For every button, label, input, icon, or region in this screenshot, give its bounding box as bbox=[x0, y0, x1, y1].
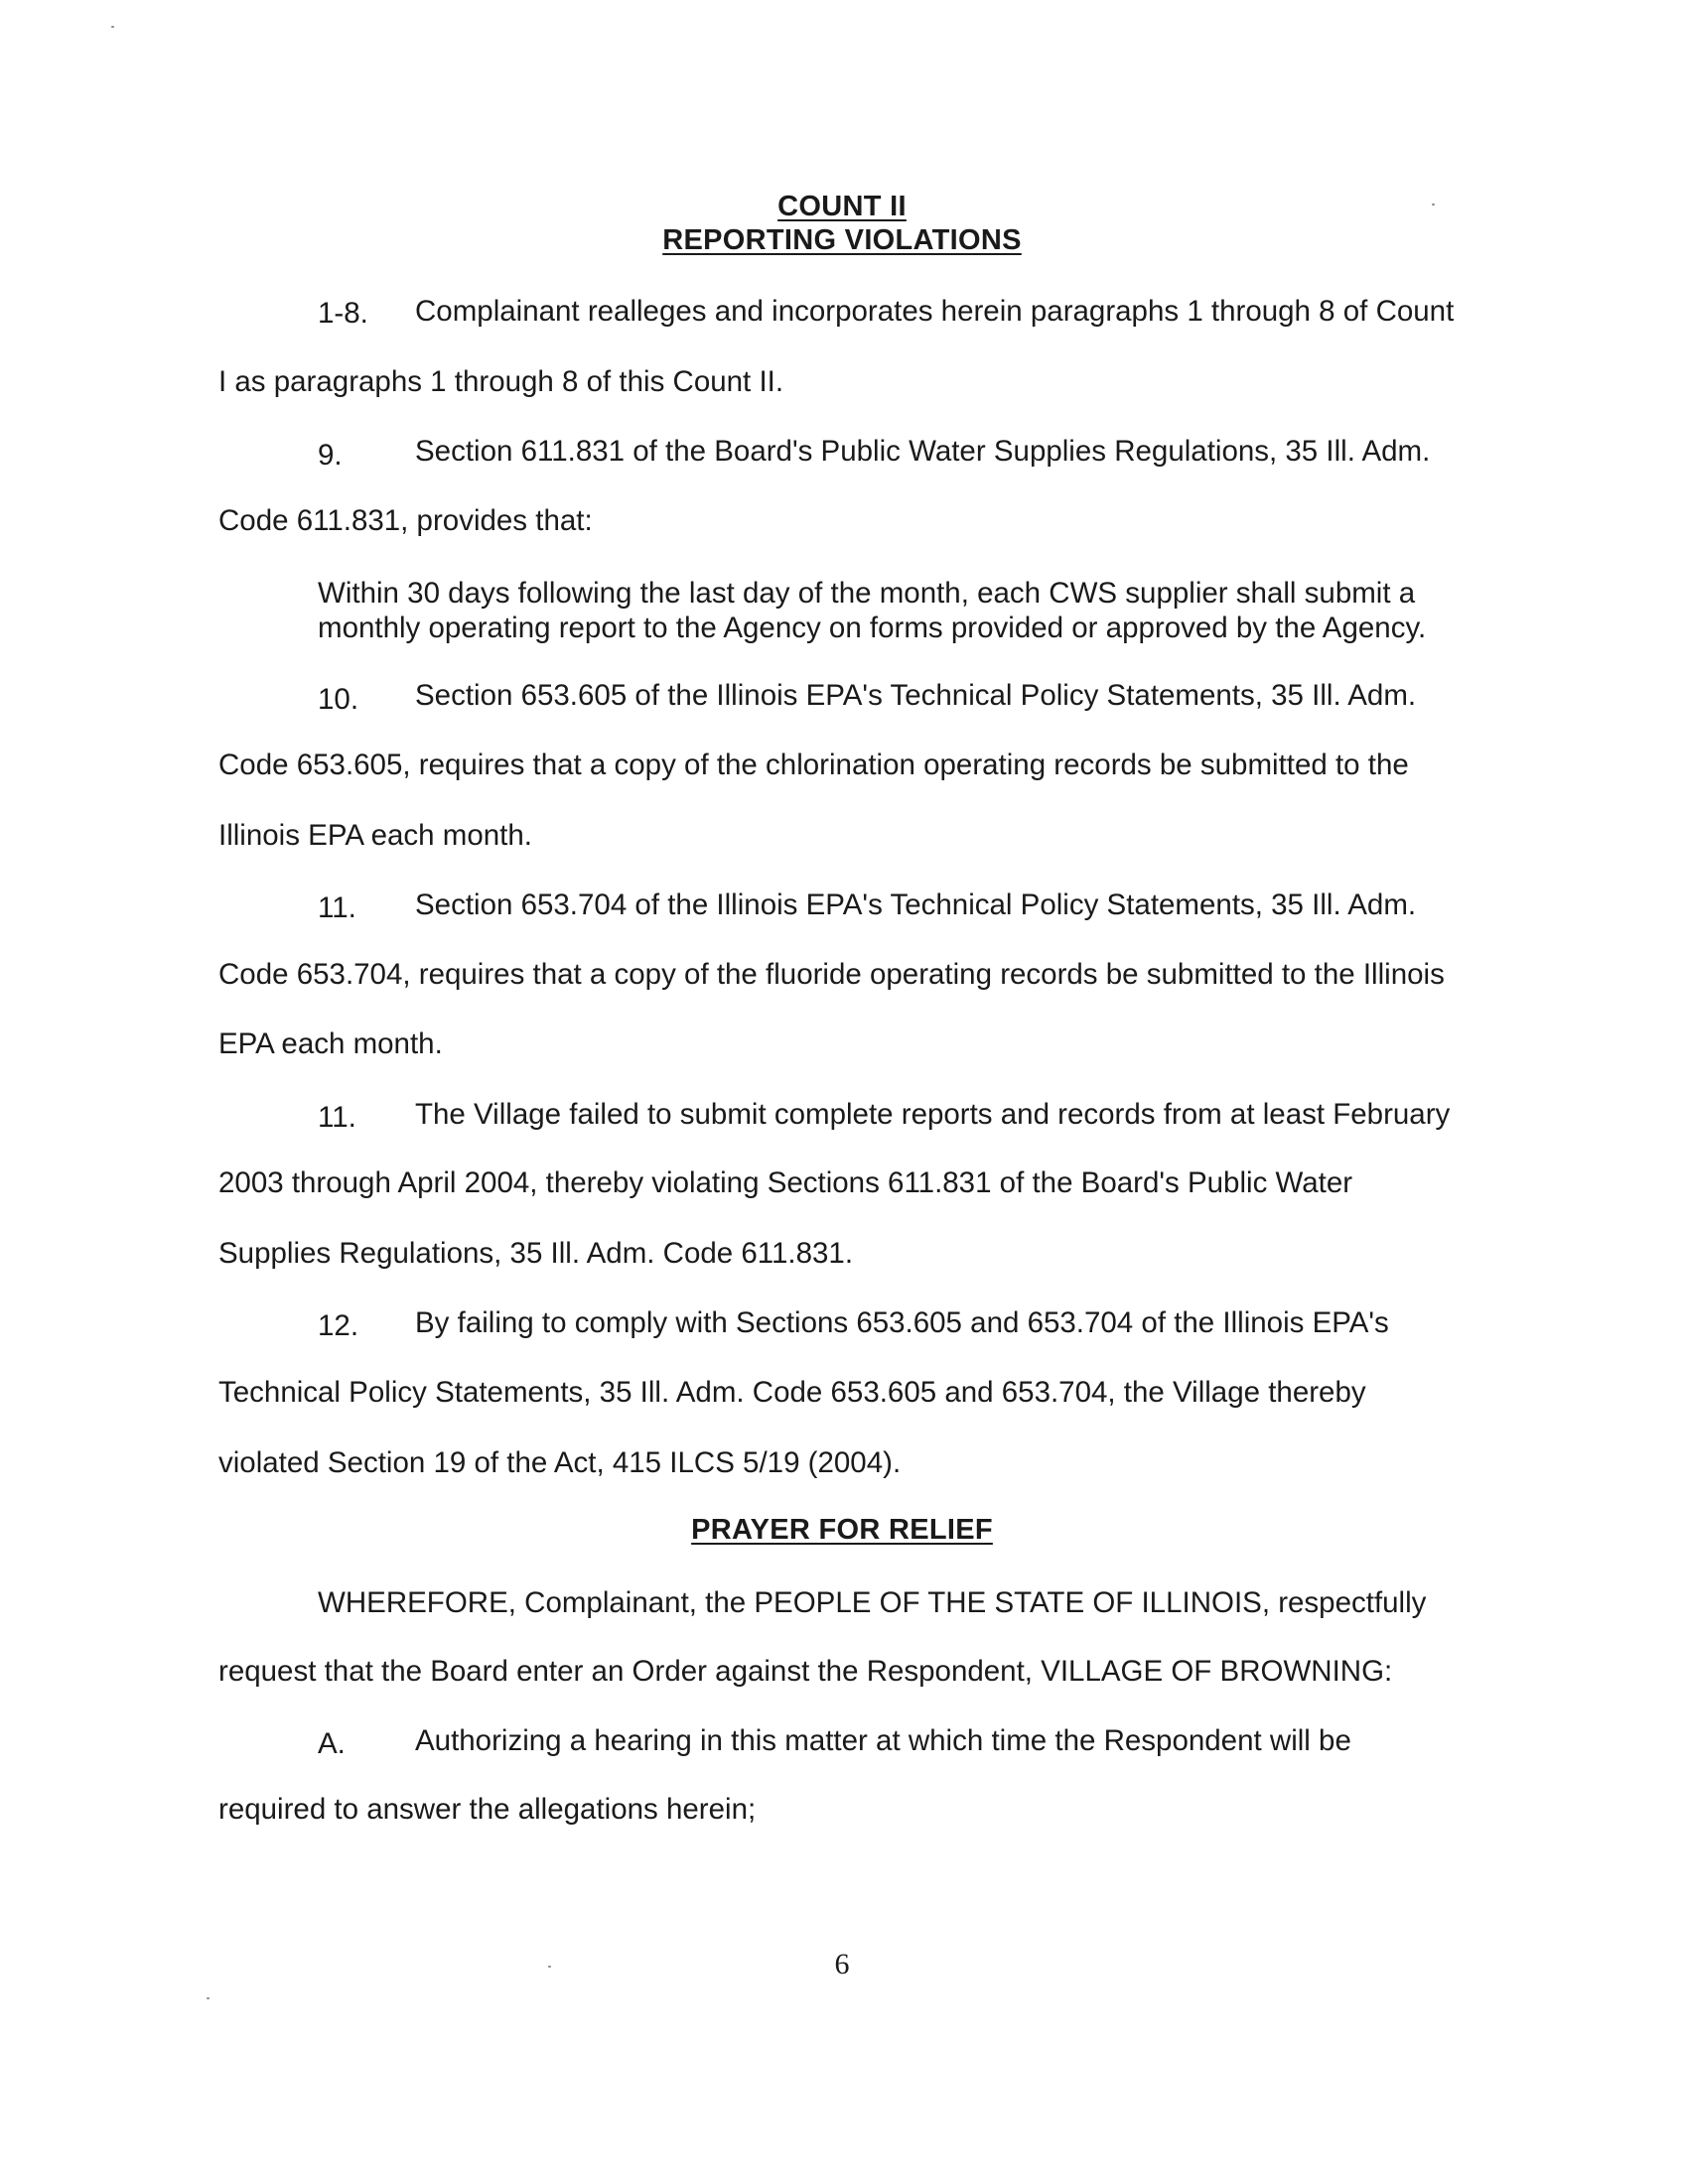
scan-speck bbox=[207, 1997, 210, 1999]
block-quote: Within 30 days following the last day of the month, each CWS supplier shall submit a monthly operating report to the Agency on forms provided or approved by the Agency. bbox=[318, 577, 1427, 644]
paragraph-line: Code 653.605, requires that a copy of the chlorination operating records be submitted to the bbox=[218, 749, 1409, 781]
paragraph-number: 9. bbox=[318, 439, 343, 472]
paragraph-line: violated Section 19 of the Act, 415 ILCS 5/19 (2004). bbox=[218, 1446, 902, 1479]
paragraph-line: Complainant realleges and incorporates herein paragraphs 1 through 8 of Count bbox=[415, 295, 1455, 328]
prayer-heading: PRAYER FOR RELIEF bbox=[691, 1514, 993, 1546]
paragraph-line: I as paragraphs 1 through 8 of this Count II. bbox=[218, 365, 784, 398]
item-line: Authorizing a hearing in this matter at which time the Respondent will be bbox=[415, 1724, 1351, 1757]
paragraph-line: EPA each month. bbox=[218, 1027, 443, 1060]
wherefore-line: request that the Board enter an Order against the Respondent, VILLAGE OF BROWNING: bbox=[218, 1655, 1393, 1688]
paragraph-number: 12. bbox=[318, 1309, 359, 1342]
item-letter: A. bbox=[318, 1727, 346, 1760]
paragraph-line: Section 611.831 of the Board's Public Water Supplies Regulations, 35 Ill. Adm. bbox=[415, 435, 1431, 468]
scan-speck bbox=[111, 26, 114, 28]
paragraph-line: Supplies Regulations, 35 Ill. Adm. Code 611.831. bbox=[218, 1237, 854, 1270]
paragraph-line: Code 653.704, requires that a copy of the fluoride operating records be submitted to the Illinois bbox=[218, 958, 1445, 991]
count-heading-line2: REPORTING VIOLATIONS bbox=[662, 224, 1022, 256]
paragraph-line: Section 653.605 of the Illinois EPA's Technical Policy Statements, 35 Ill. Adm. bbox=[415, 679, 1417, 712]
paragraph-number: 11. bbox=[318, 891, 356, 924]
paragraph-line: Technical Policy Statements, 35 Ill. Adm. Code 653.605 and 653.704, the Village thereby bbox=[218, 1376, 1366, 1409]
paragraph-line: By failing to comply with Sections 653.605 and 653.704 of the Illinois EPA's bbox=[415, 1306, 1389, 1339]
paragraph-line: Section 653.704 of the Illinois EPA's Technical Policy Statements, 35 Ill. Adm. bbox=[415, 888, 1417, 921]
paragraph-number: 1-8. bbox=[318, 297, 368, 330]
paragraph-line: Illinois EPA each month. bbox=[218, 819, 532, 852]
paragraph-line: 2003 through April 2004, thereby violating Sections 611.831 of the Board's Public Water bbox=[218, 1166, 1353, 1199]
paragraph-line: The Village failed to submit complete reports and records from at least February bbox=[415, 1098, 1451, 1131]
page-number: 6 bbox=[834, 1948, 850, 1980]
item-line: required to answer the allegations herein; bbox=[218, 1793, 757, 1826]
paragraph-number: 11. bbox=[318, 1101, 356, 1134]
paragraph-line: Code 611.831, provides that: bbox=[218, 504, 593, 537]
paragraph-number: 10. bbox=[318, 683, 359, 716]
wherefore-line: WHEREFORE, Complainant, the PEOPLE OF THE STATE OF ILLINOIS, respectfully bbox=[318, 1586, 1427, 1619]
count-heading-line1: COUNT II bbox=[777, 191, 907, 222]
